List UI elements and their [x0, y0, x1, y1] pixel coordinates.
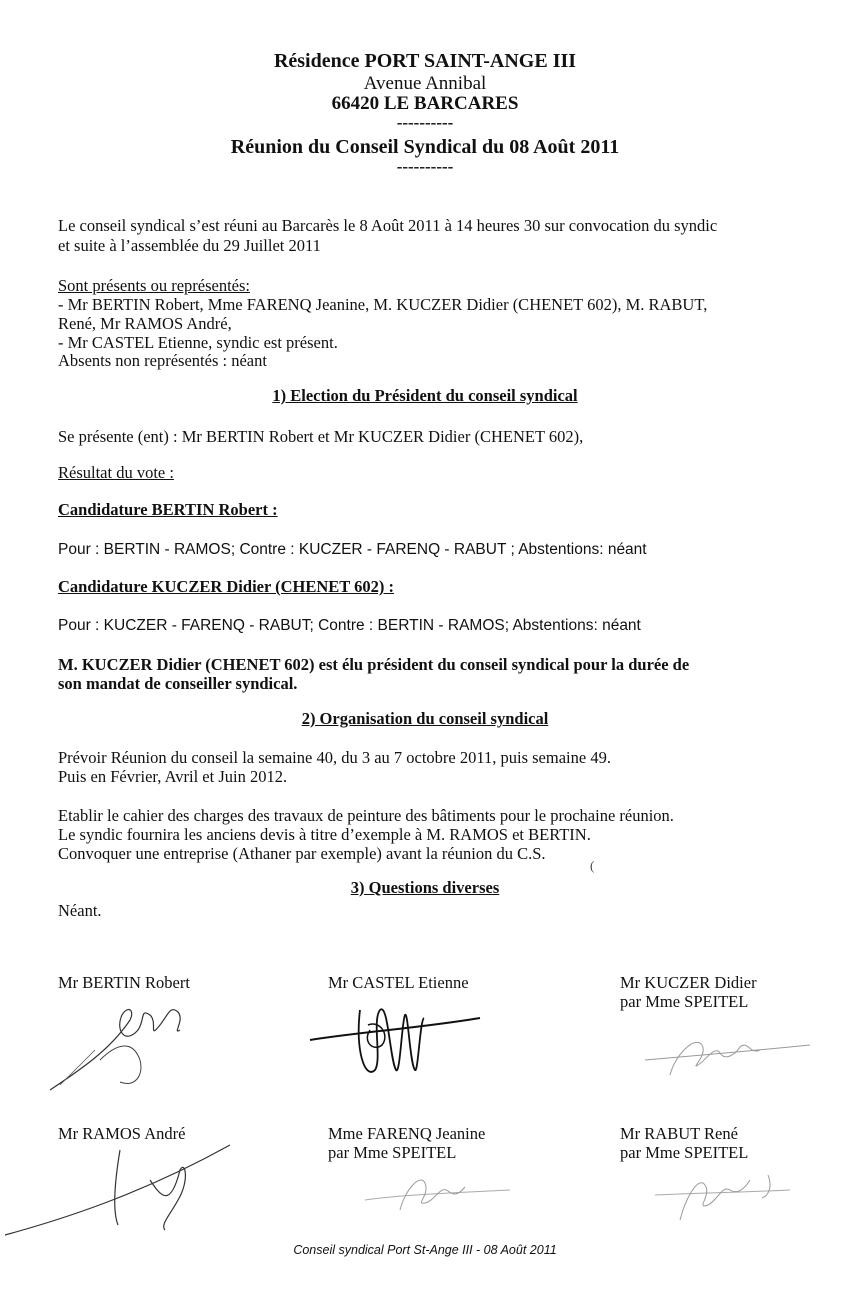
candidature-kuczer-title: Candidature KUCZER Didier (CHENET 602) : [58, 577, 394, 596]
section-3-body: Néant. [58, 901, 102, 920]
election-result-line-1: M. KUCZER Didier (CHENET 602) est élu président du conseil syndical pour la durée de [58, 655, 690, 674]
election-result-line-2: son mandat de conseiller syndical. [58, 674, 298, 693]
separator-top: ---------- [396, 113, 454, 132]
signature-kuczer [640, 1015, 820, 1090]
attendance-heading: Sont présents ou représentés: [58, 276, 250, 295]
meeting-title: Réunion du Conseil Syndical du 08 Août 2011 [230, 136, 620, 158]
signature-label-castel: Mr CASTEL Etienne [328, 973, 469, 992]
city-address: 66420 LE BARCARES [331, 93, 519, 114]
section-2-para-2-line-2: Le syndic fournira les anciens devis à titre d’exemple à M. RAMOS et BERTIN. [58, 825, 591, 844]
signature-label-kuczer-2: par Mme SPEITEL [620, 992, 749, 1011]
vote-result-heading: Résultat du vote : [58, 463, 174, 482]
section-2-para-1-line-2: Puis en Février, Avril et Juin 2012. [58, 767, 288, 786]
signature-label-rabut-2: par Mme SPEITEL [620, 1143, 749, 1162]
signature-farenq [360, 1165, 520, 1215]
signature-label-rabut-1: Mr RABUT René [620, 1124, 738, 1143]
attendance-line-2: René, Mr RAMOS André, [58, 314, 232, 333]
residence-title: Résidence PORT SAINT-ANGE III [273, 50, 577, 72]
signature-rabut [650, 1160, 800, 1230]
signature-label-farenq-2: par Mme SPEITEL [328, 1143, 457, 1162]
signature-castel [300, 990, 490, 1090]
candidature-bertin-vote: Pour : BERTIN - RAMOS; Contre : KUCZER - FARENQ - RABUT ; Abstentions: néant [58, 541, 647, 558]
attendance-line-4: Absents non représentés : néant [58, 351, 267, 370]
candidature-bertin-title: Candidature BERTIN Robert : [58, 500, 278, 519]
intro-line-1: Le conseil syndical s’est réuni au Barcarès le 8 Août 2011 à 14 heures 30 sur convocation du syndic [58, 216, 718, 235]
section-2-para-2-line-1: Etablir le cahier des charges des travaux de peinture des bâtiments pour le prochaine réunion. [58, 806, 674, 825]
section-2-para-2-line-3: Convoquer une entreprise (Athaner par exemple) avant la réunion du C.S. [58, 844, 546, 863]
signature-label-kuczer-1: Mr KUCZER Didier [620, 973, 757, 992]
section-2-title: 2) Organisation du conseil syndical [301, 709, 549, 728]
street-address: Avenue Annibal [363, 73, 487, 94]
signature-label-bertin: Mr BERTIN Robert [58, 973, 190, 992]
signature-bertin [40, 990, 220, 1100]
signature-ramos [0, 1140, 240, 1240]
intro-line-2: et suite à l’assemblée du 29 Juillet 2011 [58, 236, 321, 255]
section-1-candidates: Se présente (ent) : Mr BERTIN Robert et Mr KUCZER Didier (CHENET 602), [58, 427, 584, 446]
stray-mark: ( [590, 858, 595, 873]
signature-label-farenq-1: Mme FARENQ Jeanine [328, 1124, 486, 1143]
section-2-para-1-line-1: Prévoir Réunion du conseil la semaine 40, du 3 au 7 octobre 2011, puis semaine 49. [58, 748, 611, 767]
candidature-kuczer-vote: Pour : KUCZER - FARENQ - RABUT; Contre : BERTIN - RAMOS; Abstentions: néant [58, 617, 641, 634]
attendance-line-1: - Mr BERTIN Robert, Mme FARENQ Jeanine, M. KUCZER Didier (CHENET 602), M. RABUT, [58, 295, 708, 314]
page-footer: Conseil syndical Port St-Ange III - 08 Août 2011 [293, 1243, 557, 1257]
section-1-title: 1) Election du Président du conseil syndical [272, 386, 578, 405]
attendance-line-3: - Mr CASTEL Etienne, syndic est présent. [58, 333, 338, 352]
signature-label-ramos: Mr RAMOS André [58, 1124, 186, 1143]
separator-bottom: ---------- [396, 157, 454, 176]
section-3-title: 3) Questions diverses [350, 878, 500, 897]
